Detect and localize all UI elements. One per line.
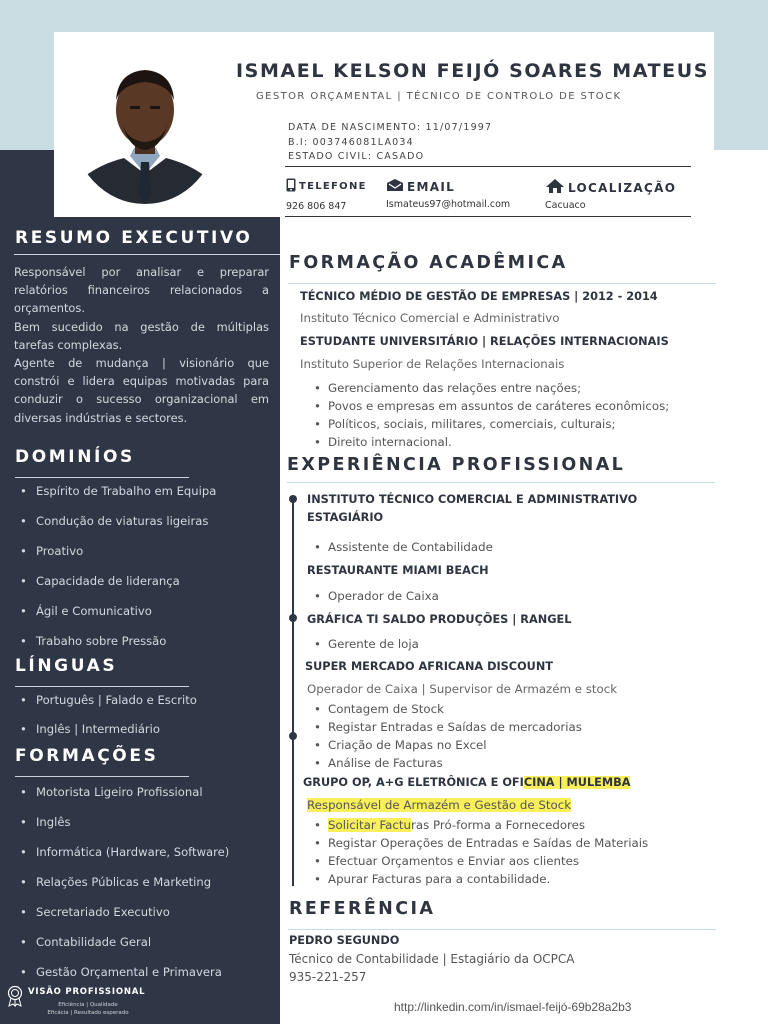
email-label: EMAIL — [407, 179, 456, 194]
list-item: • Capacidade de liderança — [16, 572, 278, 590]
languages-rule — [15, 686, 189, 687]
job-1-role: ESTAGIÁRIO — [307, 511, 384, 524]
timeline-dot — [289, 495, 297, 503]
list-item: • Análise de Facturas — [308, 754, 582, 772]
job-subtitle: GESTOR ORÇAMENTAL | TÉCNICO DE CONTROLO DE STOCK — [256, 91, 622, 102]
list-item: • Condução de viaturas ligeiras — [16, 512, 278, 530]
list-item: • Políticos, sociais, militares, comerciais, culturais; — [308, 415, 669, 433]
header-divider-bottom — [285, 216, 691, 217]
timeline-dot — [289, 614, 297, 622]
list-item: • Direito internacional. — [308, 433, 669, 451]
list-item: • Apurar Facturas para a contabilidade. — [308, 870, 648, 888]
summary-text — [14, 263, 269, 427]
contact-phone — [286, 178, 367, 212]
education-title: FORMAÇÃO ACADÊMICA — [289, 253, 568, 273]
list-item: • Gerente de loja — [308, 635, 419, 653]
institution-2: Instituto Superior de Relações Internacionais — [300, 357, 565, 371]
reference-rule — [288, 929, 716, 930]
job-5-item-highlight: Solicitar Factu — [328, 818, 411, 832]
list-item: • Contagem de Stock — [308, 700, 582, 718]
trainings-list — [16, 783, 278, 981]
list-item: • Efectuar Orçamentos e Enviar aos clientes — [308, 852, 648, 870]
summary-paragraph: Agente de mudança | visionário que constrói e lidera equipas motivadas para conduzir o sucesso organizacional em diversas indústrias e sectores. — [14, 356, 269, 425]
profile-photo — [72, 48, 218, 204]
contact-location — [545, 178, 676, 211]
phone-label: TELEFONE — [299, 181, 367, 192]
domains-rule — [15, 477, 189, 478]
phone-value[interactable]: 926 806 847 — [286, 201, 347, 212]
brand-line: Eficiência | Qualidade — [58, 1002, 118, 1008]
award-icon — [6, 985, 24, 1011]
personal-info — [288, 121, 492, 165]
list-item: • Registar Operações de Entradas e Saídas de Materiais — [308, 834, 648, 852]
job-1-title: INSTITUTO TÉCNICO COMERCIAL E ADMINISTRATIVO — [307, 493, 638, 506]
location-value: Cacuaco — [545, 200, 586, 211]
job-5-title — [303, 776, 630, 789]
job-2-list — [308, 587, 439, 605]
list-item: • Relações Públicas e Marketing — [16, 873, 278, 891]
timeline-dot — [289, 732, 297, 740]
degree-2: ESTUDANTE UNIVERSITÁRIO | RELAÇÕES INTERNACIONAIS — [300, 335, 669, 348]
job-4-role: Operador de Caixa | Supervisor de Armazém e stock — [307, 682, 618, 696]
home-icon — [545, 178, 565, 197]
list-item: • Secretariado Executivo — [16, 903, 278, 921]
contact-email — [386, 178, 510, 210]
domains-title: DOMINÍOS — [15, 447, 135, 467]
summary-paragraph: Bem sucedido na gestão de múltiplas tarefas complexas. — [14, 319, 269, 352]
birth-date: DATA DE NASCIMENTO: 11/07/1997 — [288, 122, 493, 133]
list-item: • Espírito de Trabalho em Equipa — [16, 482, 278, 500]
list-item: • Ágil e Comunicativo — [16, 602, 278, 620]
languages-list — [16, 691, 278, 738]
brand-tagline — [28, 1001, 148, 1017]
job-3-title: GRÁFICA TI SALDO PRODUÇÕES | RANGEL — [307, 613, 572, 626]
job-5-item-rest: ras Pró-forma a Fornecedores — [411, 818, 586, 832]
list-item: • Motorista Ligeiro Profissional — [16, 783, 278, 801]
brand-badge — [6, 985, 166, 1021]
phone-icon — [286, 178, 296, 195]
summary-rule — [14, 254, 280, 255]
job-4-title: SUPER MERCADO AFRICANA DISCOUNT — [305, 660, 554, 673]
domains-list — [16, 482, 278, 650]
id-number: B.I: 003746081LA034 — [288, 136, 414, 148]
list-item: • Português | Falado e Escrito — [16, 691, 278, 709]
list-item: • Registar Entradas e Saídas de mercadorias — [308, 718, 582, 736]
experience-rule — [287, 482, 715, 483]
education-topics — [308, 379, 669, 451]
institution-1: Instituto Técnico Comercial e Administrativo — [300, 311, 560, 325]
list-item: • Operador de Caixa — [308, 587, 439, 605]
job-5-list — [308, 816, 648, 888]
location-label: LOCALIZAÇÃO — [568, 180, 677, 195]
list-item: • Informática (Hardware, Software) — [16, 843, 278, 861]
job-4-list — [308, 700, 582, 772]
job-5-role — [307, 798, 571, 812]
brand-line: Eficácia | Resultado esperado — [47, 1010, 129, 1016]
list-item: • Assistente de Contabilidade — [308, 538, 493, 556]
job-3-list — [308, 635, 419, 653]
list-item: • Inglês | Intermediário — [16, 720, 278, 738]
list-item: • Gestão Orçamental e Primavera — [16, 963, 278, 981]
job-5-title-highlight: CINA | MULEMBA — [523, 776, 631, 789]
marital-status: ESTADO CIVIL: CASADO — [288, 151, 425, 162]
mail-icon — [386, 178, 404, 195]
list-item: • Gerenciamento das relações entre nações; — [308, 379, 669, 397]
reference-title: REFERÊNCIA — [289, 899, 436, 919]
job-1-list — [308, 538, 493, 556]
education-rule — [288, 283, 716, 284]
reference-phone[interactable]: 935-221-257 — [289, 970, 367, 984]
experience-title: EXPERIÊNCIA PROFISSIONAL — [287, 455, 626, 475]
brand-title: VISÃO PROFISSIONAL — [28, 987, 146, 997]
email-value[interactable]: Ismateus97@hotmail.com — [386, 199, 511, 210]
list-item: • Trabaho sobre Pressão — [16, 632, 278, 650]
list-item: • Proativo — [16, 542, 278, 560]
trainings-title: FORMAÇÕES — [15, 746, 159, 766]
degree-1: TÉCNICO MÉDIO DE GESTÃO DE EMPRESAS | 2012 - 2014 — [300, 290, 658, 303]
full-name: ISMAEL KELSON FEIJÓ SOARES MATEUS — [236, 60, 710, 82]
list-item: • Povos e empresas em assuntos de caráteres econômicos; — [308, 397, 669, 415]
languages-title: LÍNGUAS — [15, 656, 118, 676]
summary-paragraph: Responsável por analisar e preparar relatórios financeiros relacionados a orçamentos. — [14, 265, 269, 316]
job-5-role-highlight: Responsável de Armazém e Gestão de Stock — [307, 798, 572, 812]
summary-title: RESUMO EXECUTIVO — [15, 228, 253, 248]
reference-role: Técnico de Contabilidade | Estagiário da OCPCA — [289, 952, 575, 966]
experience-timeline — [292, 498, 294, 886]
header-divider-top — [285, 166, 691, 167]
list-item: • Contabilidade Geral — [16, 933, 278, 951]
job-2-title: RESTAURANTE MIAMI BEACH — [307, 564, 489, 577]
list-item: • Criação de Mapas no Excel — [308, 736, 582, 754]
reference-name: PEDRO SEGUNDO — [289, 934, 400, 947]
list-item — [308, 816, 648, 834]
list-item: • Inglês — [16, 813, 278, 831]
linkedin-link[interactable]: http://linkedin.com/in/ismael-feijó-69b28a2b3 — [394, 1000, 632, 1014]
trainings-rule — [15, 776, 189, 777]
job-5-title-part: GRUPO OP, A+G ELETRÔNICA E OFI — [303, 776, 524, 789]
